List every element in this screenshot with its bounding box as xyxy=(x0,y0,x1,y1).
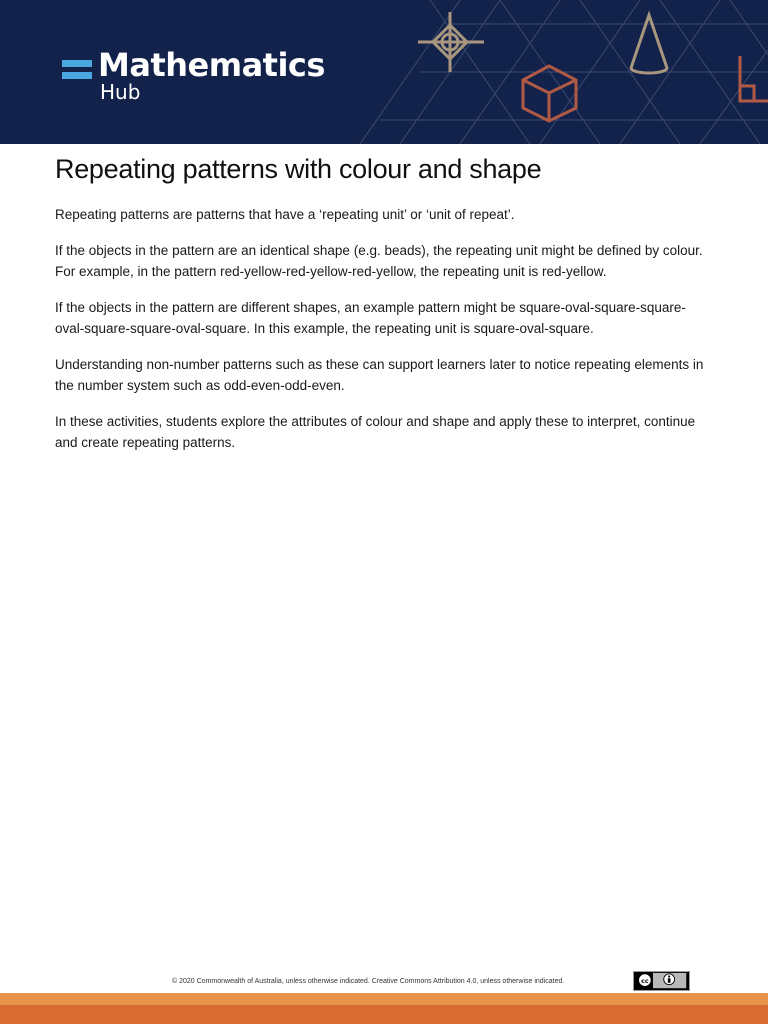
paragraph-shape: If the objects in the pattern are different shapes, an example pattern might be square-oval-square-square-oval-square-square-oval-square. In this example, the repeating unit is square-oval-square. xyxy=(55,300,686,336)
paragraph-intro: Repeating patterns are patterns that have a ‘repeating unit’ or ‘unit of repeat’. xyxy=(55,207,515,222)
logo-sub: Hub xyxy=(100,80,141,104)
document-title: Repeating patterns with colour and shape xyxy=(55,154,542,184)
svg-text:cc: cc xyxy=(641,977,649,985)
copyright-notice: © 2020 Commonwealth of Australia, unless otherwise indicated. Creative Commons Attribution 4.0, unless otherwise indicated. xyxy=(172,978,565,985)
paragraph-non-number: Understanding non-number patterns such as these can support learners later to notice repeating elements in the number system such as odd-even-odd-even. xyxy=(55,357,704,393)
cc-by-icon xyxy=(634,972,689,990)
header-banner xyxy=(0,0,768,144)
paragraph-activities: In these activities, students explore the attributes of colour and shape and apply these to interpret, continue and create repeating patterns. xyxy=(55,414,696,450)
angle-icon xyxy=(740,56,768,101)
creative-commons-badge xyxy=(633,971,690,991)
logo-name: Mathematics xyxy=(98,46,325,84)
footer-band-dark xyxy=(0,1005,768,1024)
logo-equals-icon xyxy=(62,60,92,80)
cube-icon xyxy=(523,66,576,121)
footer-band-light xyxy=(0,993,768,1005)
document-body xyxy=(55,154,715,468)
paragraph-colour: If the objects in the pattern are an identical shape (e.g. beads), the repeating unit might be defined by colour. For example, in the pattern red-yellow-red-yellow-red-yellow, the repeating unit is red-yellow. xyxy=(55,243,703,279)
